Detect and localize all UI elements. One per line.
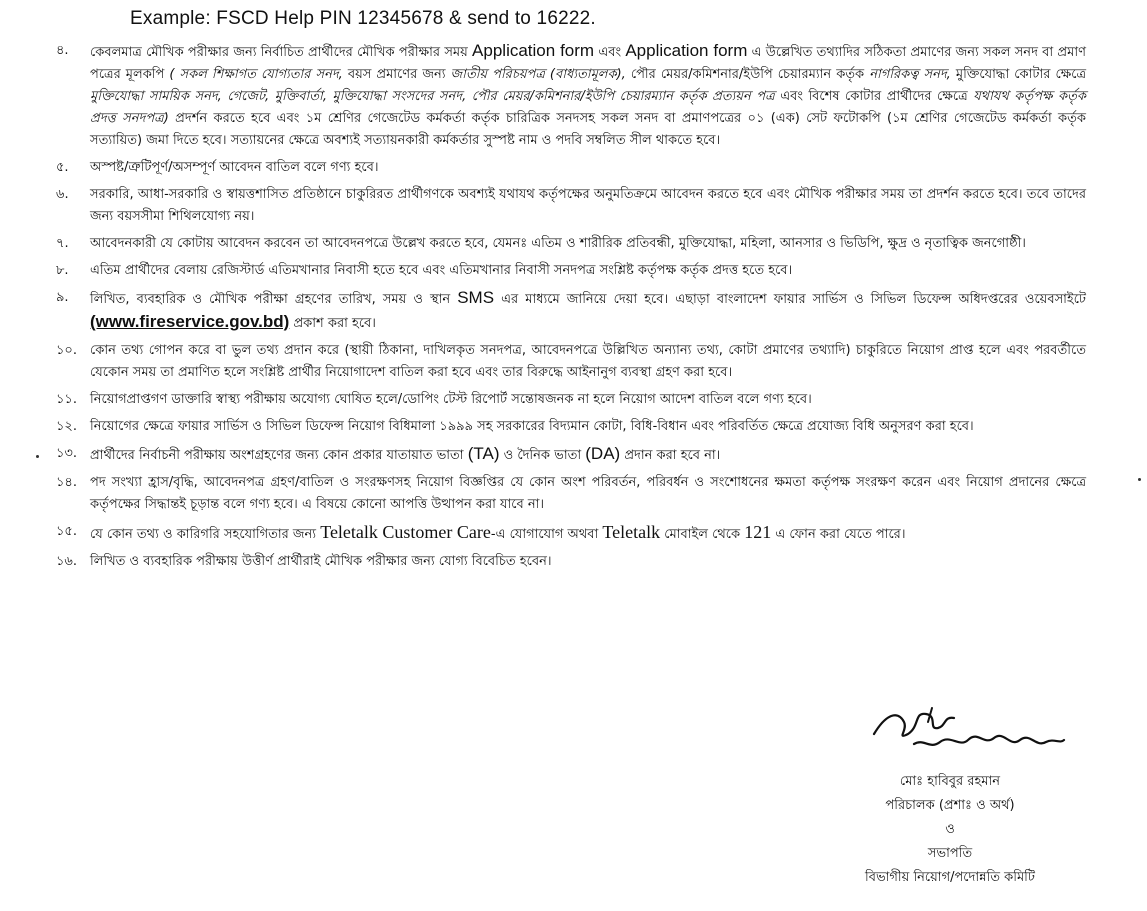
- text-segment: মুক্তিযোদ্ধা সাময়িক সনদ, গেজেট, মুক্তিবার্তা, মুক্তিযোদ্ধা সংসদের সনদ, পৌর মেয়র/কমিশনার/ইউপি চেয়ারম্যান কর্তৃক প্রত্যয়ন পত্র: [90, 89, 775, 104]
- example-sms-line: Example: FSCD Help PIN 12345678 & send to 16222.: [130, 8, 596, 29]
- list-item: [56, 416, 1086, 438]
- instruction-list: [56, 40, 1086, 578]
- item-text: [90, 521, 1086, 546]
- text-segment: Application form: [472, 41, 595, 60]
- item-text: [90, 157, 1086, 179]
- list-item: [56, 287, 1086, 335]
- item-number: ১৫.: [56, 524, 78, 539]
- text-segment: পৌর মেয়র/কমিশনার/ইউপি চেয়ারম্যান কর্তৃক: [625, 67, 870, 82]
- item-number: ৭.: [56, 236, 69, 251]
- text-segment: Teletalk Customer Care: [320, 522, 491, 542]
- text-segment: এতিম প্রার্থীদের বেলায় রেজিস্টার্ড এতিমখানার নিবাসী হতে হবে এবং এতিমখানার নিবাসী সনদপত্র সংশ্লিষ্ট কর্তৃপক্ষ কর্তৃক প্রদত্ত হতে হবে।: [90, 263, 793, 278]
- item-number: ১৬.: [56, 554, 78, 569]
- text-segment: ও দৈনিক ভাতা: [499, 448, 586, 463]
- text-segment: Teletalk: [602, 522, 661, 542]
- text-segment: নিয়োগপ্রাপ্তগণ ডাক্তারি স্বাস্থ্য পরীক্ষায় অযোগ্য ঘোষিত হলে/ডোপিং টেস্ট রিপোর্ট সন্তোষজনক না হলে নিয়োগ আদেশ বাতিল বলে গণ্য হবে।: [90, 392, 812, 407]
- text-segment: এ উল্লেখিত তথ্যাদির সঠিকতা প্রমাণের জন্য সকল সনদ বা প্রমাণ পত্রের মূলকপি: [90, 45, 1086, 82]
- text-segment: এবং: [594, 45, 626, 60]
- text-segment: মোবাইল থেকে: [660, 527, 745, 542]
- text-segment: নিয়োগের ক্ষেত্রে ফায়ার সার্ভিস ও সিভিল ডিফেন্স নিয়োগ বিধিমালা ১৯৯৯ সহ সরকারের বিদ্যমান কোটা, বিধি-বিধান এবং পরিবর্তিত ক্ষেত্রে প্রযোজ্য বিধি অনুসরণ করা হবে।: [90, 419, 974, 434]
- handwritten-signature: [868, 700, 1068, 762]
- scan-speck: [36, 455, 39, 458]
- item-text: [90, 287, 1086, 335]
- item-text: [90, 260, 1086, 282]
- item-number: ৮.: [56, 263, 69, 278]
- signatory-committee: বিভাগীয় নিয়োগ/পদোন্নতি কমিটি: [865, 870, 1035, 885]
- list-item: [56, 521, 1086, 546]
- text-segment: এবং বিশেষ কোটার প্রার্থীদের ক্ষেত্রে: [774, 89, 974, 104]
- text-segment: প্রদান করা হবে না।: [620, 448, 721, 463]
- list-item: [56, 260, 1086, 282]
- item-number: ১৪.: [56, 475, 78, 490]
- text-segment: মুক্তিযোদ্ধা কোটার ক্ষেত্রে: [950, 67, 1087, 82]
- text-segment: বয়স প্রমাণের জন্য: [342, 67, 451, 82]
- item-text: [90, 472, 1086, 516]
- item-number: ৫.: [56, 160, 69, 175]
- list-item: [56, 40, 1086, 152]
- item-text: [90, 40, 1086, 152]
- text-segment: এ ফোন করা যেতে পারে।: [771, 527, 906, 542]
- item-number: ৬.: [56, 187, 69, 202]
- text-segment: ( সকল শিক্ষাগত যোগ্যতার সনদ,: [169, 67, 343, 82]
- list-item: [56, 233, 1086, 255]
- text-segment: এর মাধ্যমে জানিয়ে দেয়া হবে। এছাড়া বাংলাদেশ ফায়ার সার্ভিস ও সিভিল ডিফেন্স অধিদপ্তরের ওয়েবসাইটে: [494, 292, 1086, 307]
- text-segment: প্রকাশ করা হবে।: [289, 316, 376, 331]
- text-segment: 121: [744, 522, 772, 542]
- item-text: [90, 551, 1086, 573]
- item-number: ৯.: [56, 290, 69, 305]
- signatory-conjunction: ও: [945, 822, 955, 837]
- text-segment: অস্পষ্ট/ত্রুটিপূর্ণ/অসম্পূর্ণ আবেদন বাতিল বলে গণ্য হবে।: [90, 160, 379, 175]
- item-text: [90, 184, 1086, 228]
- list-item: [56, 472, 1086, 516]
- text-segment: যে কোন তথ্য ও কারিগরি সহযোগিতার জন্য: [90, 527, 321, 542]
- list-item: [56, 443, 1086, 467]
- list-item: [56, 340, 1086, 384]
- text-segment: কেবলমাত্র মৌখিক পরীক্ষার জন্য নির্বাচিত প্রার্থীদের মৌখিক পরীক্ষার সময়: [90, 45, 473, 60]
- signature-block: [820, 770, 1080, 890]
- text-segment: কোন তথ্য গোপন করে বা ভুল তথ্য প্রদান করে (স্থায়ী ঠিকানা, দাখিলকৃত সনদপত্র, আবেদনপত্রে উল্লিখিত অন্যান্য তথ্য, কোটা প্রমাণের তথ্যাদি) চাকুরিতে নিয়োগ প্রাপ্ত হলে এবং পরবর্তীতে যেকোন সময় তা প্রমাণিত হলে সংশ্লিষ্ট প্রার্থীর নিয়োগাদেশ বাতিল করা হবে এবং তার বিরুদ্ধে আইনানুগ ব্যবস্থা গ্রহণ করা হবে।: [90, 343, 1086, 380]
- item-text: [90, 416, 1086, 438]
- scan-speck: [1138, 478, 1141, 481]
- text-segment: সরকারি, আধা-সরকারি ও স্বায়ত্তশাসিত প্রতিষ্ঠানে চাকুরিরত প্রার্থীগণকে অবশ্যই যথাযথ কর্তৃপক্ষের অনুমতিক্রমে আবেদন করতে হবে এবং মৌখিক পরীক্ষার সময় তা প্রদর্শন করতে হবে। তবে তাদের জন্য বয়সসীমা শিথিলযোগ্য নয়।: [90, 187, 1086, 224]
- list-item: [56, 551, 1086, 573]
- item-text: [90, 233, 1086, 255]
- text-segment: SMS: [457, 288, 495, 307]
- signatory-designation: পরিচালক (প্রশাঃ ও অর্থ): [885, 798, 1015, 813]
- text-segment: Application form: [625, 41, 748, 60]
- item-number: ১২.: [56, 419, 78, 434]
- list-item: [56, 157, 1086, 179]
- text-segment: জাতীয় পরিচয়পত্র (বাধ্যতামূলক),: [450, 67, 626, 82]
- item-text: [90, 389, 1086, 411]
- text-segment: -এ যোগাযোগ অথবা: [490, 527, 603, 542]
- text-segment: যথাযথ কর্তৃপক্ষ কর্তৃক প্রদত্ত সনদপত্র): [90, 89, 1086, 126]
- text-segment: প্রার্থীদের নির্বাচনী পরীক্ষায় অংশগ্রহণের জন্য কোন প্রকার যাতায়াত ভাতা: [90, 448, 468, 463]
- item-text: [90, 443, 1086, 467]
- text-segment: প্রদর্শন করতে হবে এবং ১ম শ্রেণির গেজেটেড কর্মকর্তা কর্তৃক চারিত্রিক সনদসহ সকল সনদ বা প্রমাণপত্রের ০১ (এক) সেট ফটোকপি (১ম শ্রেণির গেজেটেড কর্মকর্তা কর্তৃক সত্যায়িত) জমা দিতে হবে। সত্যায়নের ক্ষেত্রে অবশ্যই সত্যায়নকারী কর্মকর্তার সুস্পষ্ট নাম ও পদবি সম্বলিত সীল থাকতে হবে।: [90, 111, 1086, 148]
- item-number: ১১.: [56, 392, 78, 407]
- website-link[interactable]: (www.fireservice.gov.bd): [90, 312, 290, 331]
- text-segment: (DA): [585, 444, 621, 463]
- signatory-role: সভাপতি: [927, 846, 973, 861]
- list-item: [56, 389, 1086, 411]
- text-segment: নাগরিকত্ব সনদ,: [869, 67, 951, 82]
- list-item: [56, 184, 1086, 228]
- item-number: ১০.: [56, 343, 78, 358]
- signatory-name: মোঃ হাবিবুর রহমান: [899, 774, 1001, 789]
- item-number: ১৩.: [56, 446, 78, 461]
- item-text: [90, 340, 1086, 384]
- text-segment: পদ সংখ্যা হ্রাস/বৃদ্ধি, আবেদনপত্র গ্রহণ/বাতিল ও সংরক্ষণসহ নিয়োগ বিজ্ঞপ্তির যে কোন অংশ পরিবর্তন, পরিবর্ধন ও সংশোধনের ক্ষমতা কর্তৃপক্ষ সংরক্ষণ করেন এবং নিয়োগ প্রদানের ক্ষেত্রে কর্তৃপক্ষের সিদ্ধান্তই চূড়ান্ত বলে গণ্য হবে। এ বিষয়ে কোনো আপত্তি উত্থাপন করা যাবে না।: [90, 475, 1086, 512]
- text-segment: (TA): [467, 444, 500, 463]
- item-number: ৪.: [56, 43, 69, 58]
- text-segment: আবেদনকারী যে কোটায় আবেদন করবেন তা আবেদনপত্রে উল্লেখ করতে হবে, যেমনঃ এতিম ও শারীরিক প্রতিবন্ধী, মুক্তিযোদ্ধা, মহিলা, আনসার ও ভিডিপি, ক্ষুদ্র ও নৃতাত্বিক জনগোষ্ঠী।: [90, 236, 1026, 251]
- text-segment: লিখিত, ব্যবহারিক ও মৌখিক পরীক্ষা গ্রহণের তারিখ, সময় ও স্থান: [90, 292, 458, 307]
- text-segment: লিখিত ও ব্যবহারিক পরীক্ষায় উত্তীর্ণ প্রার্থীরাই মৌখিক পরীক্ষার জন্য যোগ্য বিবেচিত হবেন।: [90, 554, 552, 569]
